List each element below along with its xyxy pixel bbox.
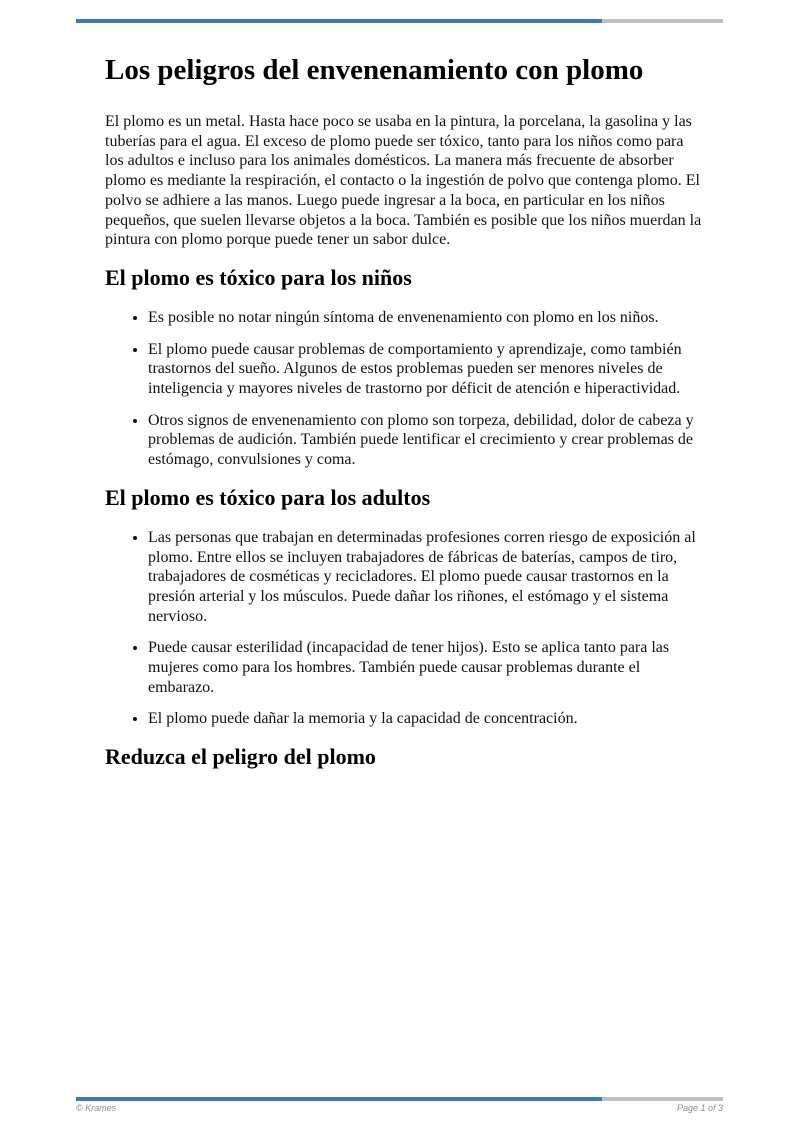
section-heading-toxico-adultos: El plomo es tóxico para los adultos — [105, 484, 431, 510]
divider-gray-segment — [602, 1097, 723, 1101]
list-item: • El plomo puede causar problemas de comportamiento y aprendizaje, como también trastornos del sueño. Algunos de estos problemas pueden ser menores niveles de inteligencia y mayores niveles de trastorno por déficit de atención e hiperactividad. — [148, 340, 702, 399]
section-heading-toxico-ninos: El plomo es tóxico para los niños — [105, 264, 412, 290]
list-item: • Las personas que trabajan en determinadas profesiones corren riesgo de exposición al plomo. Entre ellos se incluyen trabajadores de fábricas de baterías, campos de tiro, trabajadores de cosméticas y recicladores. El plomo puede causar trastornos en la presión arterial y los músculos. Puede dañar los riñones, el estómago y el sistema nervioso. — [148, 528, 702, 627]
page-footer — [76, 1103, 723, 1113]
section-heading-reduzca-peligro: Reduzca el peligro del plomo — [105, 744, 376, 770]
divider-blue-segment — [76, 1097, 602, 1101]
intro-paragraph: El plomo es un metal. Hasta hace poco se usaba en la pintura, la porcelana, la gasolina y las tuberías para el agua. El exceso de plomo puede ser tóxico, tanto para los niños como para los adultos e incluso para los animales domésticos. La manera más frecuente de absorber plomo es mediante la respiración, el contacto o la ingestión de polvo que contenga plomo. El polvo se adhiere a las manos. Luego puede ingresar a la boca, en particular en los niños pequeños, que suelen llevarse objetos a la boca. También es posible que los niños muerdan la pintura con plomo porque puede tener un sabor dulce. — [105, 113, 702, 249]
bottom-divider-rule — [76, 1097, 723, 1101]
list-item: • Es posible no notar ningún síntoma de envenenamiento con plomo en los niños. — [148, 308, 702, 328]
document-content — [105, 0, 702, 770]
list-item: • El plomo puede dañar la memoria y la capacidad de concentración. — [148, 709, 702, 729]
page-indicator: Page 1 of 3 — [676, 1103, 723, 1113]
list-item: • Puede causar esterilidad (incapacidad de tener hijos). Esto se aplica tanto para las mujeres como para los hombres. También puede causar problemas durante el embarazo. — [148, 638, 702, 697]
copyright-label: © Krames — [76, 1103, 117, 1113]
bullet-list-ninos — [105, 308, 702, 470]
page-title: Los peligros del envenenamiento con plomo — [105, 54, 644, 86]
bullet-list-adultos — [105, 528, 702, 729]
list-item: • Otros signos de envenenamiento con plomo son torpeza, debilidad, dolor de cabeza y problemas de audición. También puede lentificar el crecimiento y crear problemas de estómago, convulsiones y coma. — [148, 411, 702, 470]
